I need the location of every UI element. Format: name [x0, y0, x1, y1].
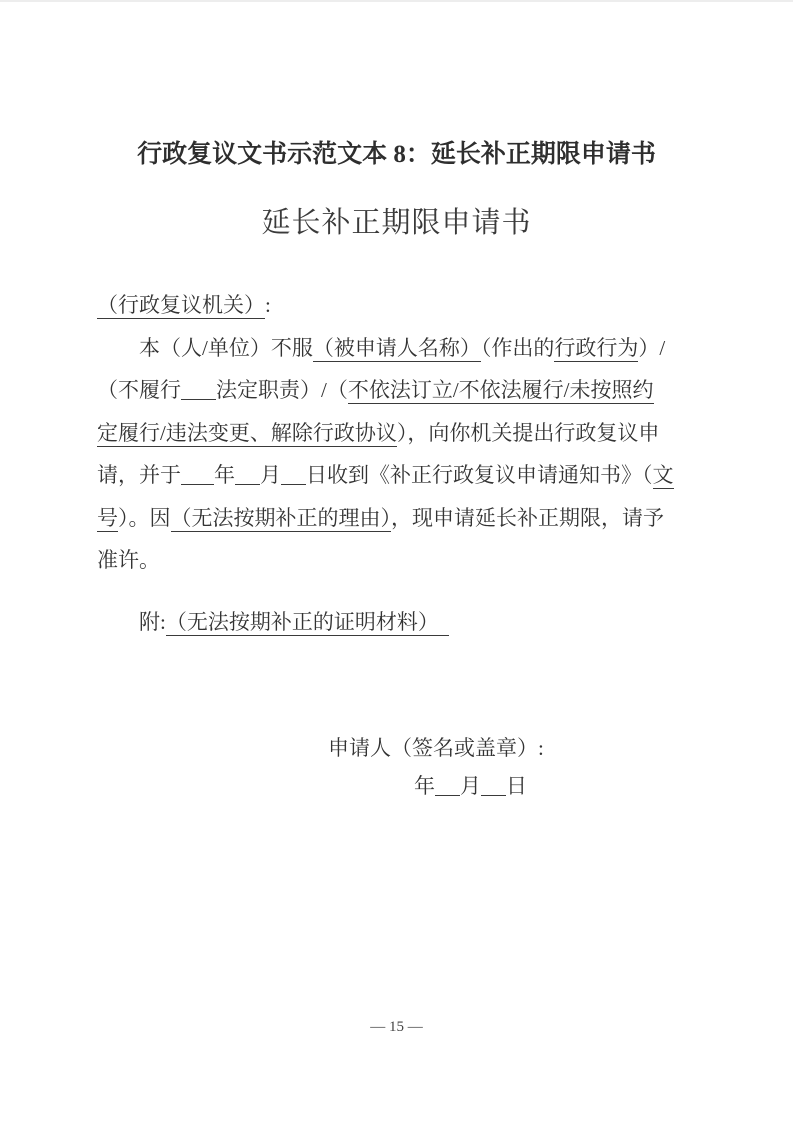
blank-underline	[181, 463, 214, 485]
static-text: 本（人/单位）不服	[139, 335, 313, 360]
underlined-text: （无法按期补正的理由）	[170, 505, 391, 530]
applicant-signature-line: 申请人（签名或盖章）:	[328, 736, 544, 760]
static-text: 请，并于	[97, 463, 181, 487]
blank-underline	[181, 378, 216, 400]
static-text: （不履行	[97, 378, 181, 402]
static-text: 年	[414, 774, 435, 798]
static-text: 法定职责）/（	[216, 378, 348, 402]
static-text: ）/	[638, 335, 666, 360]
underlined-text: 号	[97, 505, 118, 530]
static-text: 日收到《补正行政复议申请通知书》（	[306, 463, 653, 487]
static-text: ，现申请延长补正期限，请予	[391, 505, 664, 530]
blank-underline	[281, 463, 306, 485]
underlined-text: 定履行/违法变更、解除行政协议	[97, 420, 397, 445]
underlined-text: （被申请人名称）	[312, 335, 481, 360]
body-line	[97, 497, 697, 540]
static-text: 月	[260, 463, 281, 487]
body-paragraph	[97, 284, 697, 582]
static-text: 准许。	[97, 548, 160, 572]
scan-edge	[0, 0, 793, 2]
underlined-text: 文	[652, 463, 674, 487]
static-text: 月	[460, 774, 481, 798]
template-header-title: 行政复议文书示范文本 8：延长补正期限申请书	[137, 141, 656, 168]
static-text: ）。因	[118, 505, 171, 530]
body-line	[97, 539, 697, 582]
underlined-text: （无法按期补正的证明材料）	[166, 610, 449, 636]
static-text: （作出的	[480, 335, 555, 360]
underlined-text: 行政行为	[554, 335, 639, 360]
document-title: 延长补正期限申请书	[261, 207, 532, 239]
body-line-salutation	[97, 284, 697, 327]
static-text: ），向你机关提出行政复议申	[396, 420, 660, 445]
blank-underline	[481, 774, 506, 796]
underlined-text: （行政复议机关）	[97, 293, 265, 317]
body-line	[97, 369, 697, 412]
blank-underline	[435, 774, 460, 796]
body-line	[97, 454, 697, 497]
blank-underline	[235, 463, 260, 485]
static-text: :	[265, 293, 271, 317]
body-line	[97, 412, 697, 455]
date-line	[414, 770, 527, 800]
static-text: 年	[214, 463, 235, 487]
underlined-text: 不依法订立/不依法履行/未按照约	[347, 378, 654, 402]
page-number: — 15 —	[370, 1019, 423, 1035]
attachment-line	[139, 606, 449, 636]
body-line	[97, 327, 697, 370]
attachment-label: 附:	[139, 610, 166, 634]
static-text: 日	[506, 774, 527, 798]
